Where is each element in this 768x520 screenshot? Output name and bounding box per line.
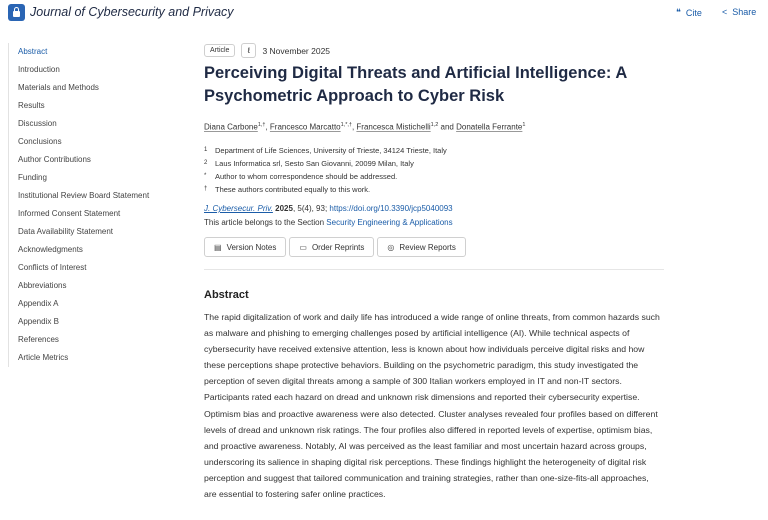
sidebar-item-funding[interactable]: Funding [18, 173, 47, 182]
sidebar-item-appendix-a[interactable]: Appendix A [18, 299, 59, 308]
author-affiliation-marker: 1 [522, 122, 526, 128]
citation-year: 2025 [275, 204, 293, 213]
sidebar-item-appendix-b[interactable]: Appendix B [18, 317, 59, 326]
article-meta-row [204, 43, 330, 58]
notes-icon: ▤ [214, 242, 222, 252]
publication-date: 3 November 2025 [262, 45, 331, 56]
cart-icon: ▭ [299, 242, 307, 252]
affiliation-text: Author to whom correspondence should be addressed. [215, 172, 398, 181]
author-separator: and [438, 122, 457, 132]
author-name[interactable]: Diana Carbone [204, 122, 258, 132]
affiliation-marker: † [204, 186, 208, 192]
affiliation-item [204, 183, 664, 196]
author-affiliation-marker: 1,*,† [340, 122, 352, 128]
affiliation-item [204, 170, 664, 183]
author-name[interactable]: Francesca Mistichelli [356, 122, 431, 132]
share-button[interactable] [722, 7, 756, 17]
doi-link[interactable]: https://doi.org/10.3390/jcp5040093 [329, 204, 453, 213]
cite-label: Cite [685, 7, 702, 18]
divider [204, 269, 664, 270]
sidebar-item-conclusions[interactable]: Conclusions [18, 137, 62, 146]
abstract-text: The rapid digitalization of work and daily life has introduced a wide range of online threats, from common hazards such as malware and phishing to emerging challenges posed by artificial intelligence (AI). While technical aspects of cybersecurity have received extensive attention, less is known about how individuals perceive digital risks and how these perceptions shape protective behaviors. Building on the psychometric paradigm, this study investigated the perception of seven digital threats among a sample of 300 Italian workers employed in IT and non-IT sectors. Participants rated each hazard on dread and unknown risk dimensions and reported their cybersecurity expertise. Optimism bias and proactive awareness were also detected. Cluster analyses revealed four profiles based on different levels of dread and unknown risk ratings. The four profiles also differed in reported levels of expertise, optimism bias, and proactive awareness. Notably, AI was perceived as the least familiar and most uncertain hazard across groups, underscoring its salience in shaping digital risk perceptions. These findings highlight the heterogeneity of digital risk perception and suggest that tailored communication and training strategies, rather than one-size-fits-all approaches, are essential to fostering safer online practices. [204, 312, 660, 500]
section-link[interactable]: Security Engineering & Applications [326, 218, 453, 227]
sidebar-item-discussion[interactable]: Discussion [18, 119, 57, 128]
sidebar-item-conflicts-of-interest[interactable]: Conflicts of Interest [18, 263, 87, 272]
author-affiliation-marker: 1,† [257, 122, 266, 128]
author-affiliation-marker: 1,2 [430, 122, 439, 128]
section-prefix: This article belongs to the Section [204, 218, 327, 227]
article-type-badge: Article [204, 44, 235, 57]
sidebar-item-references[interactable]: References [18, 335, 59, 344]
citation-line [204, 204, 453, 213]
author-list [204, 122, 525, 132]
sidebar-item-data-availability-statement[interactable]: Data Availability Statement [18, 227, 114, 236]
order-reprints-label: Order Reprints [311, 242, 365, 252]
sidebar-item-author-contributions[interactable]: Author Contributions [18, 155, 91, 164]
sidebar-item-introduction[interactable]: Introduction [18, 65, 60, 74]
share-icon: < [722, 7, 728, 17]
affiliations [204, 144, 664, 196]
version-notes-label: Version Notes [226, 242, 277, 252]
journal-title[interactable]: Journal of Cybersecurity and Privacy [30, 5, 234, 19]
sidebar-item-informed-consent-statement[interactable]: Informed Consent Statement [18, 209, 121, 218]
journal-abbreviation[interactable]: J. Cybersecur. Priv. [204, 204, 273, 213]
cite-button[interactable] [676, 7, 702, 18]
author-separator: , [265, 122, 270, 132]
author-name[interactable]: Donatella Ferrante [456, 122, 523, 132]
sidebar-item-results[interactable]: Results [18, 101, 45, 110]
order-reprints-button[interactable] [289, 237, 374, 257]
share-label: Share [732, 7, 757, 17]
check-circle-icon: ◎ [387, 242, 395, 252]
affiliation-item [204, 157, 664, 170]
affiliation-item [204, 144, 664, 157]
affiliation-text: Laus Informatica srl, Sesto San Giovanni, 20099 Milan, Italy [215, 159, 414, 168]
top-bar [0, 0, 768, 26]
sidebar-item-acknowledgments[interactable]: Acknowledgments [18, 245, 83, 254]
affiliation-marker: * [204, 173, 207, 179]
version-notes-button[interactable] [204, 237, 286, 257]
quote-icon: ❝ [676, 7, 681, 17]
sidebar-item-article-metrics[interactable]: Article Metrics [18, 353, 69, 362]
sidebar-item-materials-and-methods[interactable]: Materials and Methods [18, 83, 99, 92]
author-name[interactable]: Francesco Marcatto [269, 122, 341, 132]
article-title: Perceiving Digital Threats and Artificial Intelligence: A Psychometric Approach to Cyber Risk [204, 64, 627, 105]
affiliation-marker: 2 [204, 160, 208, 166]
sidebar-item-abbreviations[interactable]: Abbreviations [18, 281, 67, 290]
affiliation-text: These authors contributed equally to this work. [215, 185, 371, 194]
review-reports-button[interactable] [377, 237, 465, 257]
abstract-heading: Abstract [204, 289, 249, 301]
affiliation-text: Department of Life Sciences, University of Trieste, 34124 Trieste, Italy [215, 146, 447, 155]
article-actions [204, 237, 466, 257]
section-line [204, 218, 453, 227]
author-separator: , [351, 122, 357, 132]
citation-volume: , 5(4), 93; [292, 204, 330, 213]
sidebar-item-abstract[interactable]: Abstract [18, 47, 48, 56]
sidebar-item-institutional-review-board-statement[interactable]: Institutional Review Board Statement [18, 191, 150, 200]
open-access-icon[interactable]: ℓ [241, 43, 256, 58]
affiliation-marker: 1 [204, 147, 208, 153]
review-reports-label: Review Reports [399, 242, 456, 252]
journal-logo-icon[interactable] [8, 4, 25, 21]
table-of-contents [8, 43, 178, 367]
